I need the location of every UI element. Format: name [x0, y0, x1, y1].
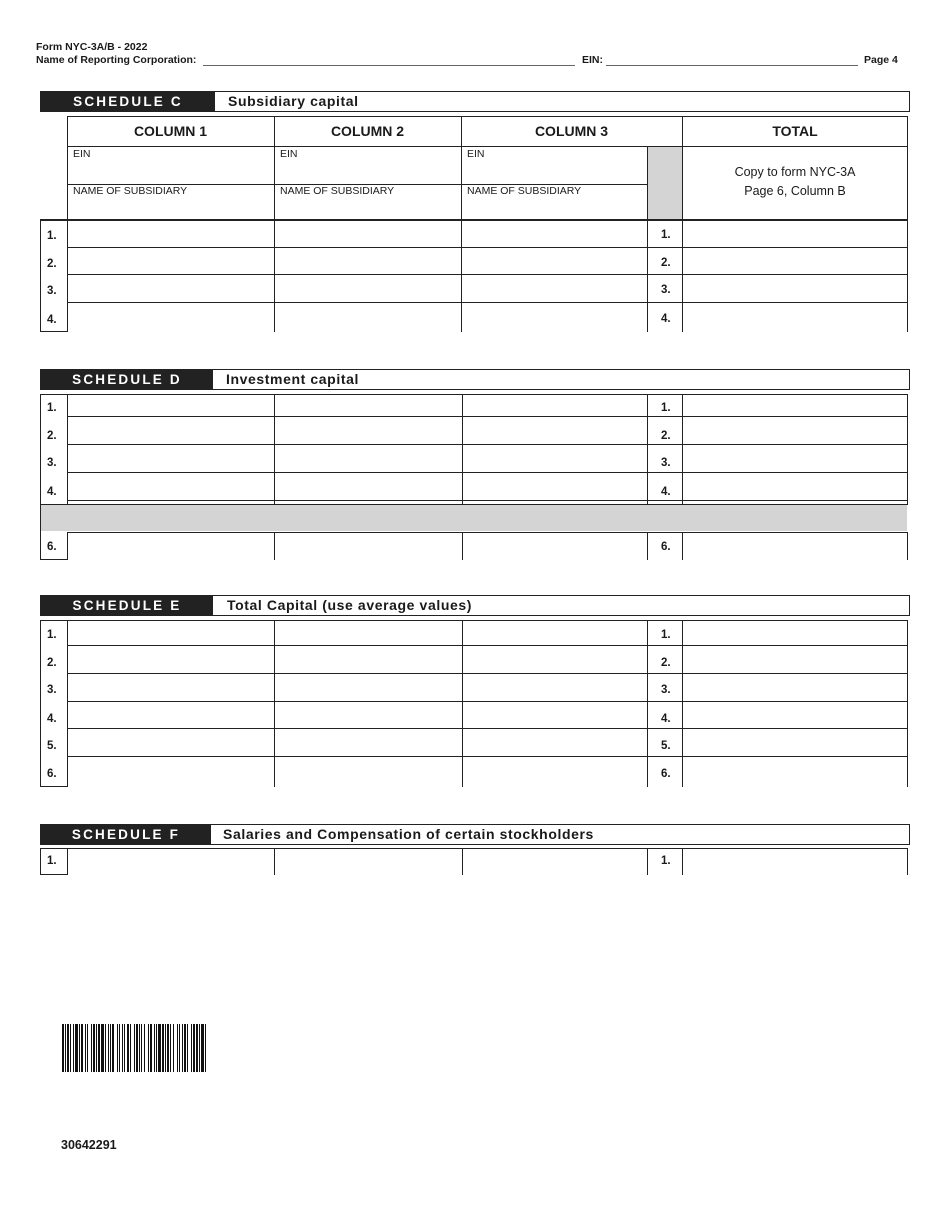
form-number: 30642291 — [61, 1138, 117, 1152]
barcode-bar — [130, 1024, 131, 1072]
barcode-bar — [105, 1024, 106, 1072]
schedule-d-row-2-num: 2. — [47, 430, 57, 442]
barcode-bar — [162, 1024, 164, 1072]
schedule-c-row-1-total-field[interactable] — [683, 220, 907, 247]
schedule-f-row-1-col3-field[interactable] — [463, 849, 647, 874]
schedule-e-row-2-col1-field[interactable] — [68, 646, 273, 673]
schedule-c-row-2-col3-field[interactable] — [463, 248, 647, 274]
barcode-bar — [156, 1024, 157, 1072]
schedule-e-row-4-total-field[interactable] — [683, 702, 907, 728]
barcode-bar — [127, 1024, 129, 1072]
barcode-bar — [101, 1024, 104, 1072]
schedule-c-title: Subsidiary capital — [228, 93, 359, 109]
barcode-bar — [93, 1024, 95, 1072]
schedule-c-row-3-col1-field[interactable] — [68, 275, 273, 302]
schedule-e-total-row-2-num: 2. — [661, 657, 671, 669]
col2-subsidiary-label: NAME OF SUBSIDIARY — [280, 185, 395, 197]
barcode-bar — [73, 1024, 74, 1072]
schedule-d-row-6-num: 6. — [47, 541, 57, 553]
schedule-e-total-row-6-num: 6. — [661, 768, 671, 780]
barcode-bar — [158, 1024, 161, 1072]
schedule-d-row-1-total-field[interactable] — [683, 395, 907, 416]
schedule-c-row-1-col1-field[interactable] — [68, 220, 273, 247]
schedule-d-row-4-num: 4. — [47, 486, 57, 498]
schedule-c-row-1-num: 1. — [47, 230, 57, 242]
schedule-f-row-1-col2-field[interactable] — [275, 849, 461, 874]
schedule-e-row-1-total-field[interactable] — [683, 621, 907, 645]
barcode-bar — [117, 1024, 118, 1072]
schedule-f-bar — [40, 824, 910, 845]
barcode-bar — [112, 1024, 114, 1072]
total-header: TOTAL — [772, 123, 818, 139]
barcode-bar — [167, 1024, 169, 1072]
barcode-bar — [191, 1024, 192, 1072]
schedule-d-row-5-total-field[interactable] — [683, 533, 907, 559]
schedule-e-row-4-col2-field[interactable] — [275, 702, 461, 728]
schedule-d-row-3-col2-field[interactable] — [275, 445, 461, 472]
schedule-e-label: SCHEDULE E — [41, 596, 213, 615]
schedule-e-row-6-col1-field[interactable] — [68, 757, 273, 786]
schedule-c-total-row-4-num: 4. — [661, 313, 671, 325]
schedule-e-row-3-col1-field[interactable] — [68, 674, 273, 701]
schedule-e-row-3-col2-field[interactable] — [275, 674, 461, 701]
schedule-c-row-2-total-field[interactable] — [683, 248, 907, 274]
schedule-e-row-5-col2-field[interactable] — [275, 729, 461, 756]
barcode-bar — [81, 1024, 83, 1072]
schedule-c-gray-cell — [647, 147, 682, 219]
schedule-e-row-4-col3-field[interactable] — [463, 702, 647, 728]
schedule-d-bar — [40, 369, 910, 390]
col1-ein-label: EIN — [73, 148, 91, 160]
barcode-bar — [173, 1024, 174, 1072]
schedule-e-row-6-total-field[interactable] — [683, 757, 907, 786]
schedule-c-total-row-2-num: 2. — [661, 257, 671, 269]
schedule-d-row-3-col1-field[interactable] — [68, 445, 273, 472]
schedule-e-row-1-num: 1. — [47, 629, 57, 641]
schedule-d-row-1-col3-field[interactable] — [463, 395, 647, 416]
schedule-c-row-2-col2-field[interactable] — [275, 248, 461, 274]
barcode-bar — [187, 1024, 188, 1072]
barcode-bar — [110, 1024, 111, 1072]
schedule-d-row-5-col2-field[interactable] — [275, 533, 461, 559]
barcode-bar — [148, 1024, 149, 1072]
schedule-e-row-2-total-field[interactable] — [683, 646, 907, 673]
barcode-bar — [150, 1024, 152, 1072]
barcode-bar — [139, 1024, 140, 1072]
schedule-c-row-4-num: 4. — [47, 314, 57, 326]
col3-ein-label: EIN — [467, 148, 485, 160]
column-1-header: COLUMN 1 — [133, 123, 208, 139]
barcode-bar — [62, 1024, 64, 1072]
schedule-d-row-4-col3-field[interactable] — [463, 473, 647, 500]
schedule-c-row-4-col3-field[interactable] — [463, 303, 647, 331]
col1-subsidiary-label: NAME OF SUBSIDIARY — [73, 185, 188, 197]
schedule-d-row-2-total-field[interactable] — [683, 417, 907, 444]
barcode-bar — [124, 1024, 125, 1072]
schedule-d-line-5-gray — [41, 505, 907, 531]
schedule-c-row-1-col2-field[interactable] — [275, 220, 461, 247]
schedule-d-total-row-1-num: 1. — [661, 402, 671, 414]
schedule-f-row-1-num: 1. — [47, 855, 57, 867]
schedule-f-total-row-1-num: 1. — [661, 855, 671, 867]
barcode-bar — [108, 1024, 109, 1072]
page-number: Page 4 — [864, 54, 898, 66]
schedule-e-row-6-col2-field[interactable] — [275, 757, 461, 786]
schedule-d-row-2-col2-field[interactable] — [275, 417, 461, 444]
schedule-e-row-2-col2-field[interactable] — [275, 646, 461, 673]
schedule-e-row-5-total-field[interactable] — [683, 729, 907, 756]
schedule-d-row-4-col2-field[interactable] — [275, 473, 461, 500]
schedule-c-row-1-col3-field[interactable] — [463, 220, 647, 247]
schedule-d-row-4-col1-field[interactable] — [68, 473, 273, 500]
schedule-e-bar — [40, 595, 910, 616]
barcode-bar — [85, 1024, 86, 1072]
schedule-c-row-4-total-field[interactable] — [683, 303, 907, 331]
col2-ein-label: EIN — [280, 148, 298, 160]
schedule-e-row-1-col1-field[interactable] — [68, 621, 273, 645]
barcode-bar — [67, 1024, 69, 1072]
schedule-e-row-6-num: 6. — [47, 768, 57, 780]
schedule-d-label: SCHEDULE D — [41, 370, 213, 389]
barcode-bar — [75, 1024, 78, 1072]
schedule-e-row-4-col1-field[interactable] — [68, 702, 273, 728]
column-3-header: COLUMN 3 — [534, 123, 609, 139]
schedule-d-row-1-col2-field[interactable] — [275, 395, 461, 416]
schedule-c-total-row-3-num: 3. — [661, 284, 671, 296]
schedule-d-row-3-col3-field[interactable] — [463, 445, 647, 472]
barcode-bar — [136, 1024, 138, 1072]
schedule-c-row-3-total-field[interactable] — [683, 275, 907, 302]
barcode-bar — [165, 1024, 166, 1072]
barcode-bar — [177, 1024, 178, 1072]
schedule-e-row-3-total-field[interactable] — [683, 674, 907, 701]
schedule-c-row-2-num: 2. — [47, 258, 57, 270]
barcode-bar — [199, 1024, 200, 1072]
schedule-d-row-5-col1-field[interactable] — [68, 533, 273, 559]
schedule-d-total-row-2-num: 2. — [661, 430, 671, 442]
schedule-d-row-3-num: 3. — [47, 457, 57, 469]
schedule-c-row-4-col2-field[interactable] — [275, 303, 461, 331]
barcode-bar — [184, 1024, 186, 1072]
schedule-d-row-1-col1-field[interactable] — [68, 395, 273, 416]
schedule-e-row-6-col3-field[interactable] — [463, 757, 647, 786]
schedule-e-row-1-col2-field[interactable] — [275, 621, 461, 645]
barcode-bar — [154, 1024, 155, 1072]
name-of-corporation-label: Name of Reporting Corporation: — [36, 54, 197, 66]
schedule-c-row-4-col1-field[interactable] — [68, 303, 273, 331]
schedule-c-total-row-1-num: 1. — [661, 229, 671, 241]
total-copy-note-2: Page 6, Column B — [744, 184, 846, 198]
ein-label: EIN: — [582, 54, 603, 66]
schedule-e-row-3-col3-field[interactable] — [463, 674, 647, 701]
total-copy-note-1: Copy to form NYC-3A — [734, 165, 856, 179]
barcode-bar — [144, 1024, 145, 1072]
schedule-f-label: SCHEDULE F — [41, 825, 211, 844]
column-2-header: COLUMN 2 — [330, 123, 405, 139]
schedule-e-row-5-num: 5. — [47, 740, 57, 752]
barcode-bar — [96, 1024, 97, 1072]
schedule-d-total-row-6-num: 6. — [661, 541, 671, 553]
schedule-c-bar — [40, 91, 910, 112]
barcode-bar — [87, 1024, 88, 1072]
schedule-c-row-3-num: 3. — [47, 285, 57, 297]
schedule-d-total-row-3-num: 3. — [661, 457, 671, 469]
schedule-d-row-3-total-field[interactable] — [683, 445, 907, 472]
name-of-corporation-field[interactable] — [203, 65, 575, 66]
schedule-e-row-5-col1-field[interactable] — [68, 729, 273, 756]
barcode-bar — [119, 1024, 120, 1072]
schedule-d-row-5-col3-field[interactable] — [463, 533, 647, 559]
barcode-bar — [65, 1024, 66, 1072]
schedule-e-row-2-col3-field[interactable] — [463, 646, 647, 673]
schedule-c-row-2-col1-field[interactable] — [68, 248, 273, 274]
schedule-e-row-1-col3-field[interactable] — [463, 621, 647, 645]
schedule-e-row-3-num: 3. — [47, 684, 57, 696]
schedule-e-title: Total Capital (use average values) — [227, 597, 473, 613]
col3-subsidiary-label: NAME OF SUBSIDIARY — [467, 185, 582, 197]
schedule-e-row-5-col3-field[interactable] — [463, 729, 647, 756]
barcode-bar — [179, 1024, 180, 1072]
ein-field[interactable] — [606, 65, 858, 66]
schedule-d-row-2-col1-field[interactable] — [68, 417, 273, 444]
schedule-f-row-1-col1-field[interactable] — [68, 849, 273, 874]
barcode-bar — [182, 1024, 183, 1072]
schedule-e-total-row-1-num: 1. — [661, 629, 671, 641]
barcode-bar — [170, 1024, 171, 1072]
form-id: Form NYC-3A/B - 2022 — [36, 41, 148, 53]
schedule-d-row-4-total-field[interactable] — [683, 473, 907, 500]
schedule-d-row-2-col3-field[interactable] — [463, 417, 647, 444]
schedule-e-total-row-3-num: 3. — [661, 684, 671, 696]
schedule-e-total-row-4-num: 4. — [661, 713, 671, 725]
barcode-bar — [205, 1024, 206, 1072]
barcode-bar — [98, 1024, 100, 1072]
schedule-d-row-1-num: 1. — [47, 402, 57, 414]
barcode-bar — [79, 1024, 80, 1072]
schedule-c-label: SCHEDULE C — [41, 92, 215, 111]
schedule-e-total-row-5-num: 5. — [661, 740, 671, 752]
barcode-icon — [62, 1024, 274, 1074]
barcode-bar — [70, 1024, 71, 1072]
barcode-bar — [196, 1024, 198, 1072]
barcode-bar — [134, 1024, 135, 1072]
barcode-bar — [201, 1024, 204, 1072]
schedule-d-title: Investment capital — [226, 371, 359, 387]
schedule-e-row-4-num: 4. — [47, 713, 57, 725]
schedule-f-row-1-total-field[interactable] — [683, 849, 907, 874]
schedule-f-title: Salaries and Compensation of certain stockholders — [223, 826, 594, 842]
schedule-c-row-3-col2-field[interactable] — [275, 275, 461, 302]
barcode-bar — [122, 1024, 123, 1072]
barcode-bar — [91, 1024, 92, 1072]
schedule-d-total-row-4-num: 4. — [661, 486, 671, 498]
schedule-e-row-2-num: 2. — [47, 657, 57, 669]
barcode-bar — [193, 1024, 195, 1072]
barcode-bar — [141, 1024, 142, 1072]
schedule-c-row-3-col3-field[interactable] — [463, 275, 647, 302]
